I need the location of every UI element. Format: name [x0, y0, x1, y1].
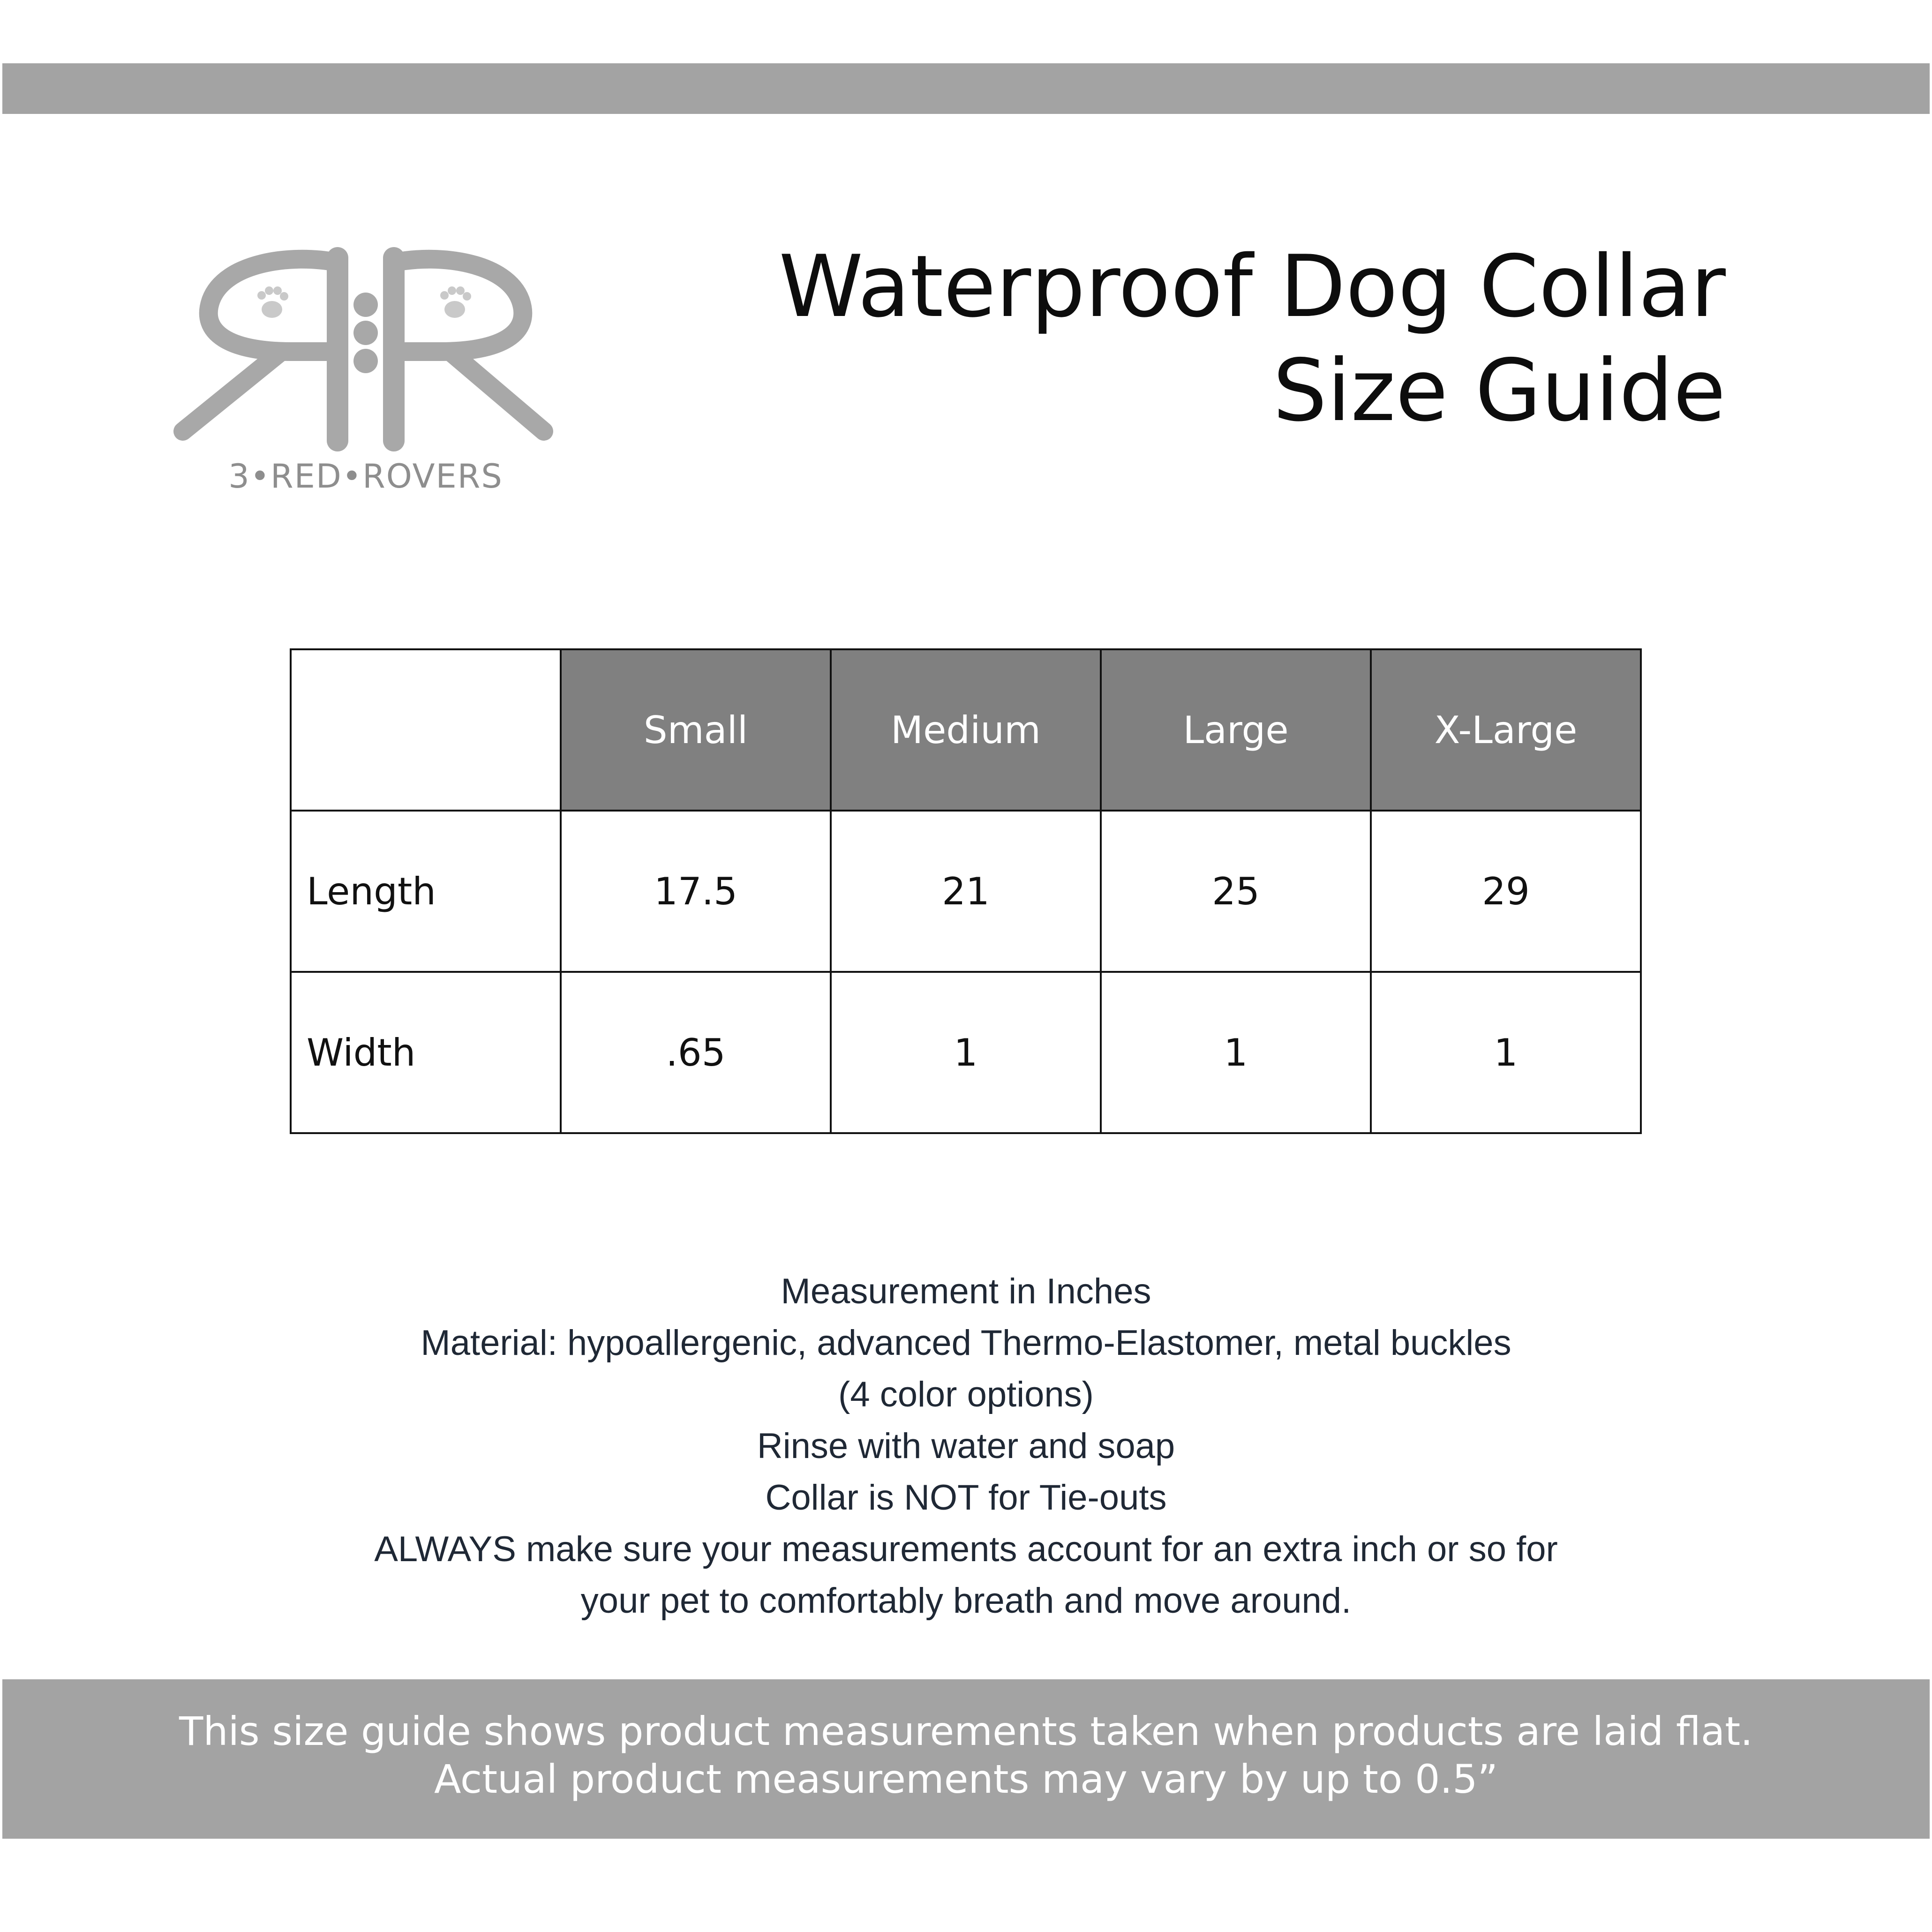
table-cell: .65	[561, 972, 831, 1133]
note-line: Measurement in Inches	[781, 1271, 1151, 1311]
brand-logo	[173, 244, 558, 506]
product-notes	[0, 1266, 1932, 1627]
logo-mark-icon	[173, 244, 558, 464]
column-header: Medium	[831, 649, 1101, 811]
note-line: (4 color options)	[838, 1375, 1094, 1414]
top-band	[2, 63, 1930, 114]
table-row	[291, 972, 1641, 1133]
note-line: Material: hypoallergenic, advanced Thermo-Elastomer, metal buckles	[421, 1323, 1511, 1363]
footer-band	[2, 1679, 1930, 1839]
row-label: Width	[291, 972, 561, 1133]
table-corner-cell	[291, 649, 561, 811]
title-line-1: Waterproof Dog Collar	[779, 237, 1726, 336]
table-cell: 21	[831, 811, 1101, 972]
brand-name: 3•RED•ROVERS	[228, 457, 503, 496]
note-line: your pet to comfortably breath and move around.	[580, 1581, 1352, 1621]
footer-line-1: This size guide shows product measurements taken when products are laid flat.	[179, 1708, 1753, 1754]
table-cell: 29	[1371, 811, 1641, 972]
table-cell: 1	[1101, 972, 1371, 1133]
footer-disclaimer	[2, 1707, 1930, 1803]
note-line: Rinse with water and soap	[757, 1426, 1175, 1466]
table-row	[291, 811, 1641, 972]
size-table	[290, 648, 1642, 1134]
table-cell: 17.5	[561, 811, 831, 972]
table-cell: 25	[1101, 811, 1371, 972]
table-header-row	[291, 649, 1641, 811]
title-line-2: Size Guide	[1273, 341, 1726, 440]
column-header: X-Large	[1371, 649, 1641, 811]
table-cell: 1	[1371, 972, 1641, 1133]
note-line: Collar is NOT for Tie-outs	[765, 1478, 1167, 1518]
page-title	[601, 234, 1726, 443]
footer-line-2: Actual product measurements may vary by up to 0.5”	[434, 1756, 1498, 1802]
column-header: Small	[561, 649, 831, 811]
table-cell: 1	[831, 972, 1101, 1133]
column-header: Large	[1101, 649, 1371, 811]
row-label: Length	[291, 811, 561, 972]
note-line: ALWAYS make sure your measurements account for an extra inch or so for	[374, 1529, 1558, 1569]
